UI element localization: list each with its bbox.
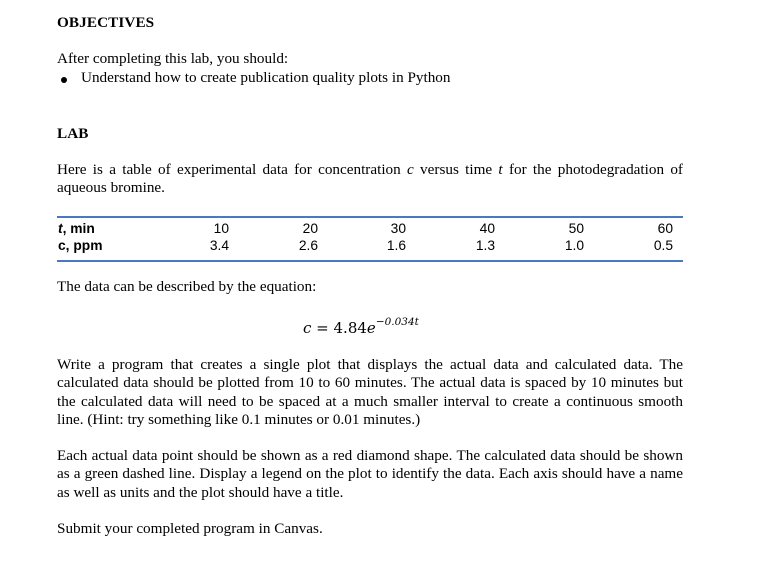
- time-unit: , min: [62, 221, 95, 236]
- table-cell-time: 60: [657, 221, 673, 236]
- lab-intro-var-c: c: [407, 161, 414, 178]
- instructions-paragraph-1: Write a program that creates a single plot that displays the actual data and calculated data. The calculated data should be plotted from 10 to 60 minutes. The actual data is spaced by 10 minutes but the calculated data will need to be spaced at a much smaller interval to create a continuous smooth line. (Hint: try something like 0.1 minutes or 0.01 minutes.): [57, 356, 683, 428]
- table-cell-concentration: 3.4: [209, 238, 229, 253]
- lab-intro: [57, 161, 683, 198]
- table-row-time: [57, 221, 683, 239]
- objectives-heading: OBJECTIVES: [57, 14, 155, 31]
- equation-exponent: −0.034t: [375, 316, 419, 328]
- bullet-icon: [61, 77, 67, 83]
- table-row-label-concentration: c, ppm: [58, 238, 103, 253]
- equation: [303, 318, 419, 337]
- table-cell-concentration: 1.6: [386, 238, 406, 253]
- table-row-label-time: [58, 221, 95, 236]
- lab-heading: LAB: [57, 125, 89, 142]
- time-var: t: [58, 221, 63, 236]
- table-cell-time: 50: [568, 221, 584, 236]
- equation-lhs: c: [303, 319, 312, 337]
- lab-intro-text-1: Here is a table of experimental data for concentration: [57, 161, 408, 178]
- table-cell-time: 10: [213, 221, 229, 236]
- equation-base: e: [366, 319, 376, 337]
- equation-intro: The data can be described by the equation:: [57, 278, 317, 295]
- table-cell-concentration: 1.3: [475, 238, 495, 253]
- table-cell-concentration: 2.6: [298, 238, 318, 253]
- data-table: [57, 216, 683, 262]
- lab-intro-text-3: for the photodegradation of aqueous bromine.: [57, 161, 683, 197]
- instructions-paragraph-3: Submit your completed program in Canvas.: [57, 520, 323, 537]
- lab-intro-var-t: t: [498, 161, 503, 178]
- table-row-concentration: [57, 238, 683, 256]
- instructions-paragraph-2: Each actual data point should be shown as a red diamond shape. The calculated data should be shown as a green dashed line. Display a legend on the plot to identify the data. Each axis should have a name as well as units and the plot should have a title.: [57, 447, 683, 501]
- objectives-intro: After completing this lab, you should:: [57, 50, 289, 67]
- lab-intro-text-2: versus time: [413, 161, 499, 178]
- table-cell-time: 20: [302, 221, 318, 236]
- table-cell-time: 40: [479, 221, 495, 236]
- table-cell-concentration: 1.0: [564, 238, 584, 253]
- objectives-bullet-text: Understand how to create publication quality plots in Python: [81, 69, 451, 86]
- table-cell-time: 30: [390, 221, 406, 236]
- table-cell-concentration: 0.5: [653, 238, 673, 253]
- equation-coefficient: = 4.84: [311, 319, 367, 337]
